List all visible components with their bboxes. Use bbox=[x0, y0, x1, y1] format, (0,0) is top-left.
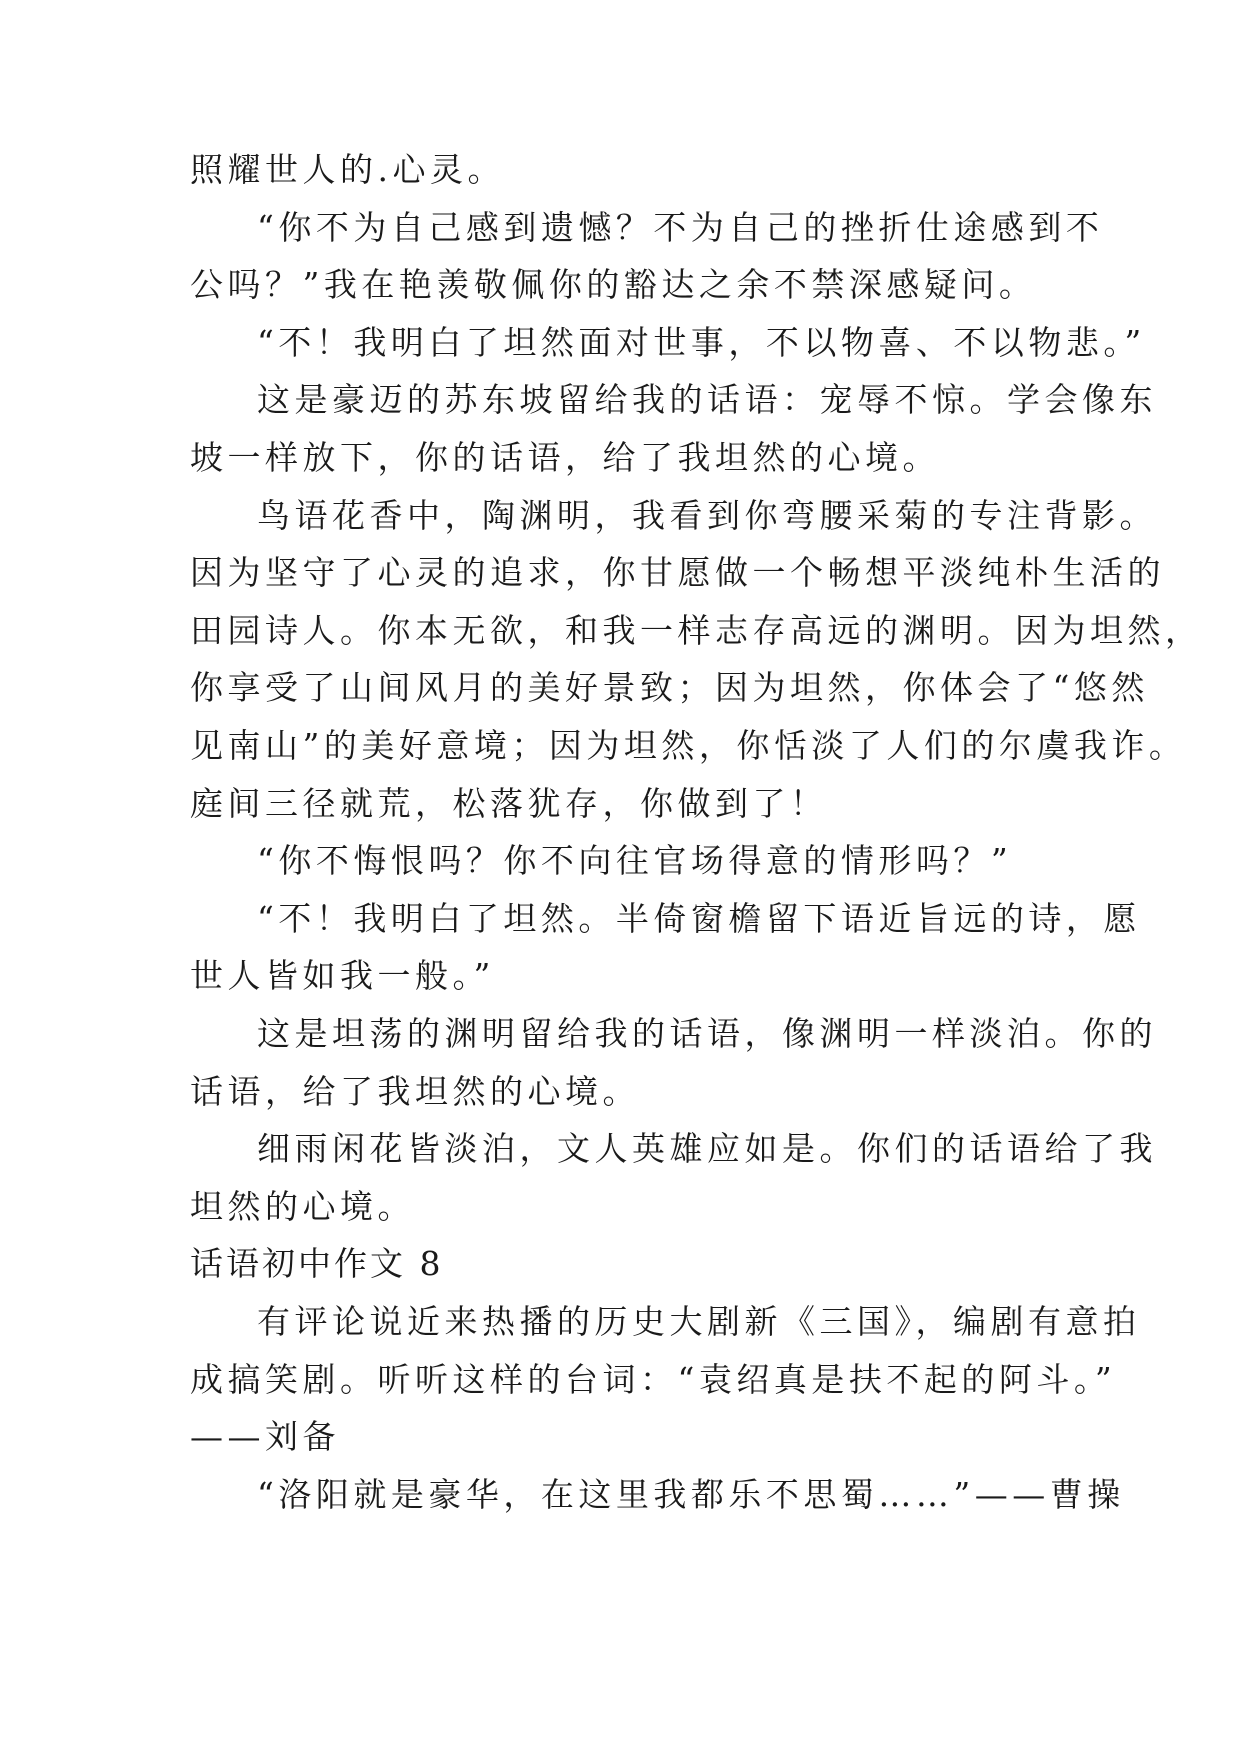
text-line: 见南山”的美好意境；因为坦然，你恬淡了人们的尔虞我诈。 bbox=[190, 726, 1187, 765]
text-line: ——刘备 bbox=[190, 1417, 340, 1457]
text-line: 有评论说近来热播的历史大剧新《三国》，编剧有意拍 bbox=[257, 1302, 1141, 1341]
text-line: 庭间三径就荒，松落犹存，你做到了！ bbox=[190, 783, 828, 823]
text-line: 细雨闲花皆淡泊，文人英雄应如是。你们的话语给了我 bbox=[257, 1129, 1157, 1169]
text-line: “不！我明白了坦然面对世事，不以物喜、不以物悲。” bbox=[257, 322, 1146, 362]
text-line: 世人皆如我一般。” bbox=[190, 956, 495, 996]
text-line: 这是豪迈的苏东坡留给我的话语：宠辱不惊。学会像东 bbox=[257, 380, 1157, 420]
text-line: 公吗？”我在艳羡敬佩你的豁达之余不禁深感疑问。 bbox=[190, 265, 1037, 305]
text-line: “你不为自己感到遗憾？不为自己的挫折仕途感到不 bbox=[257, 207, 1104, 247]
text-line: 成搞笑剧。听听这样的台词：“袁绍真是扶不起的阿斗。” bbox=[190, 1359, 1117, 1399]
text-line: 你享受了山间风月的美好景致；因为坦然，你体会了“悠然 bbox=[190, 668, 1149, 708]
text-line: “不！我明白了坦然。半倚窗檐留下语近旨远的诗，愿 bbox=[257, 898, 1141, 938]
text-line: 坦然的心境。 bbox=[190, 1186, 415, 1226]
text-line: 话语，给了我坦然的心境。 bbox=[190, 1071, 640, 1111]
text-line: 因为坚守了心灵的追求，你甘愿做一个畅想平淡纯朴生活的 bbox=[190, 553, 1165, 593]
section-heading: 话语初中作文 8 bbox=[190, 1244, 444, 1284]
text-line: 坡一样放下，你的话语，给了我坦然的心境。 bbox=[190, 438, 940, 477]
text-line: 照耀世人的.心灵。 bbox=[190, 150, 505, 189]
text-line: 鸟语花香中，陶渊明，我看到你弯腰采菊的专注背影。 bbox=[257, 495, 1157, 535]
text-line: 田园诗人。你本无欲，和我一样志存高远的渊明。因为坦然， bbox=[190, 610, 1203, 650]
text-line: “洛阳就是豪华，在这里我都乐不思蜀……”——曹操 bbox=[257, 1474, 1125, 1514]
text-line: “你不悔恨吗？你不向往官场得意的情形吗？” bbox=[257, 841, 1013, 881]
text-line: 这是坦荡的渊明留给我的话语，像渊明一样淡泊。你的 bbox=[257, 1014, 1157, 1053]
